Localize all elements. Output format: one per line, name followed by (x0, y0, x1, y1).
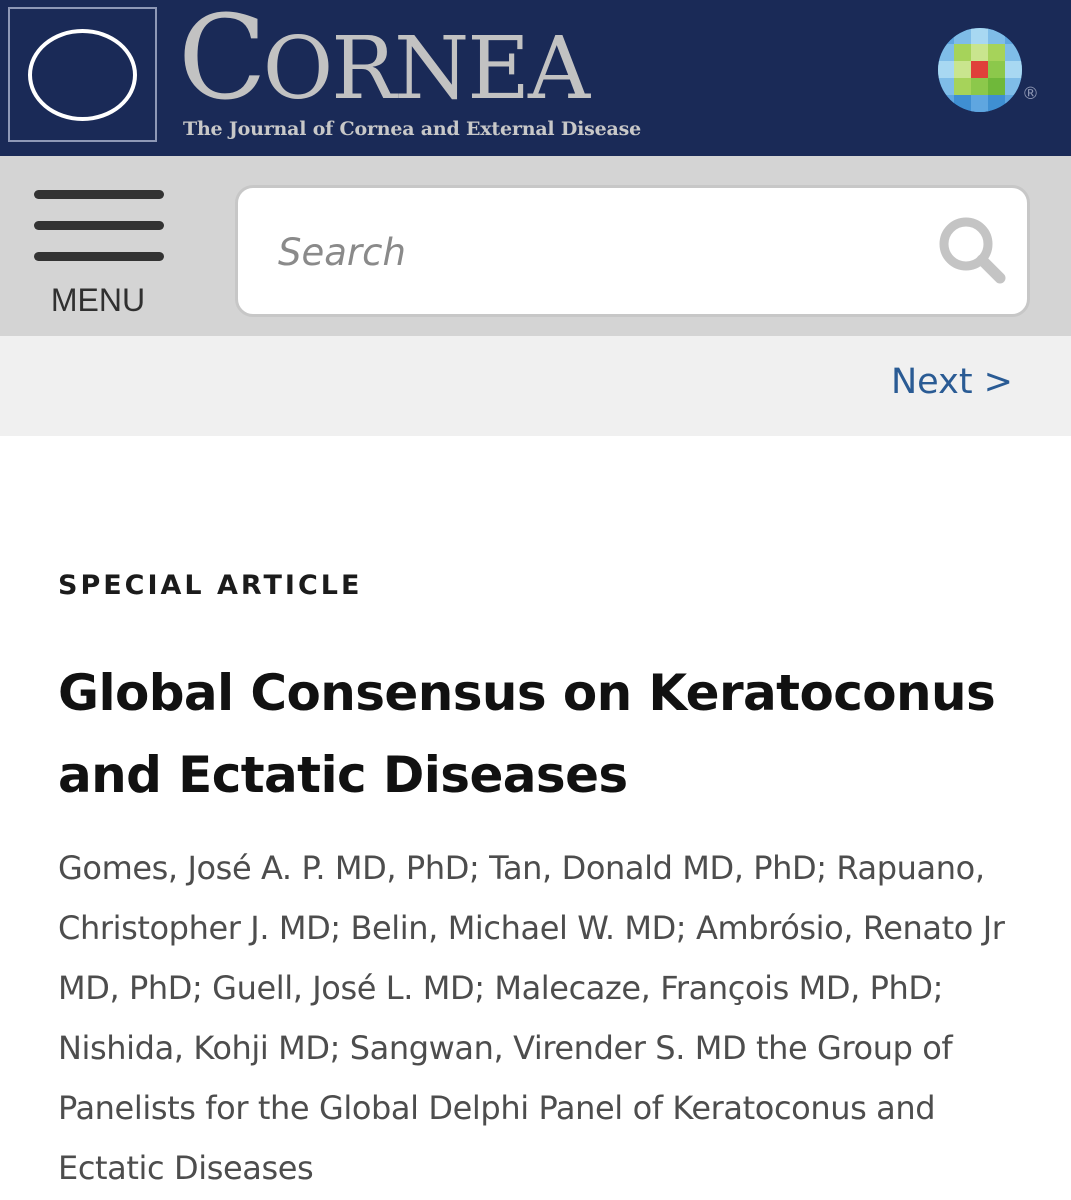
search-icon[interactable] (936, 214, 1008, 286)
hamburger-icon-bar-1 (34, 190, 164, 199)
publisher-logo-icon[interactable] (937, 27, 1023, 113)
logo-ring-icon (28, 29, 137, 121)
article-pager (0, 336, 1071, 436)
menu-label: MENU (50, 282, 146, 318)
search-input[interactable] (278, 212, 918, 292)
menu-button[interactable] (24, 184, 174, 324)
journal-header (0, 0, 1071, 156)
hamburger-icon-bar-2 (34, 221, 164, 230)
search-box[interactable] (235, 185, 1030, 317)
journal-logo[interactable] (8, 7, 157, 142)
article-type-label: SPECIAL ARTICLE (58, 570, 363, 601)
journal-name[interactable] (178, 0, 589, 126)
article-authors: Gomes, José A. P. MD, PhD; Tan, Donald MD, PhD; Rapuano, Christopher J. MD; Belin, Michael W. MD; Ambrósio, Renato Jr MD, PhD; Guell, José L. MD; Malecaze, François MD, PhD; Nishida, Kohji MD; Sangwan, Virender S. MD the Group of Panelists for the Global Delphi Panel of Keratoconus and Ectatic Diseases (58, 849, 1005, 1187)
hamburger-icon-bar-3 (34, 252, 164, 261)
search-toolbar (0, 156, 1071, 336)
journal-name-initial: C (178, 0, 263, 126)
article-title: Global Consensus on Keratoconus and Ectatic Diseases (58, 664, 996, 804)
registered-mark: ® (1022, 84, 1039, 104)
journal-name-rest: ORNEA (262, 19, 589, 119)
next-article-link[interactable]: Next > (891, 362, 1013, 402)
journal-tagline: The Journal of Cornea and External Disease (183, 118, 642, 140)
